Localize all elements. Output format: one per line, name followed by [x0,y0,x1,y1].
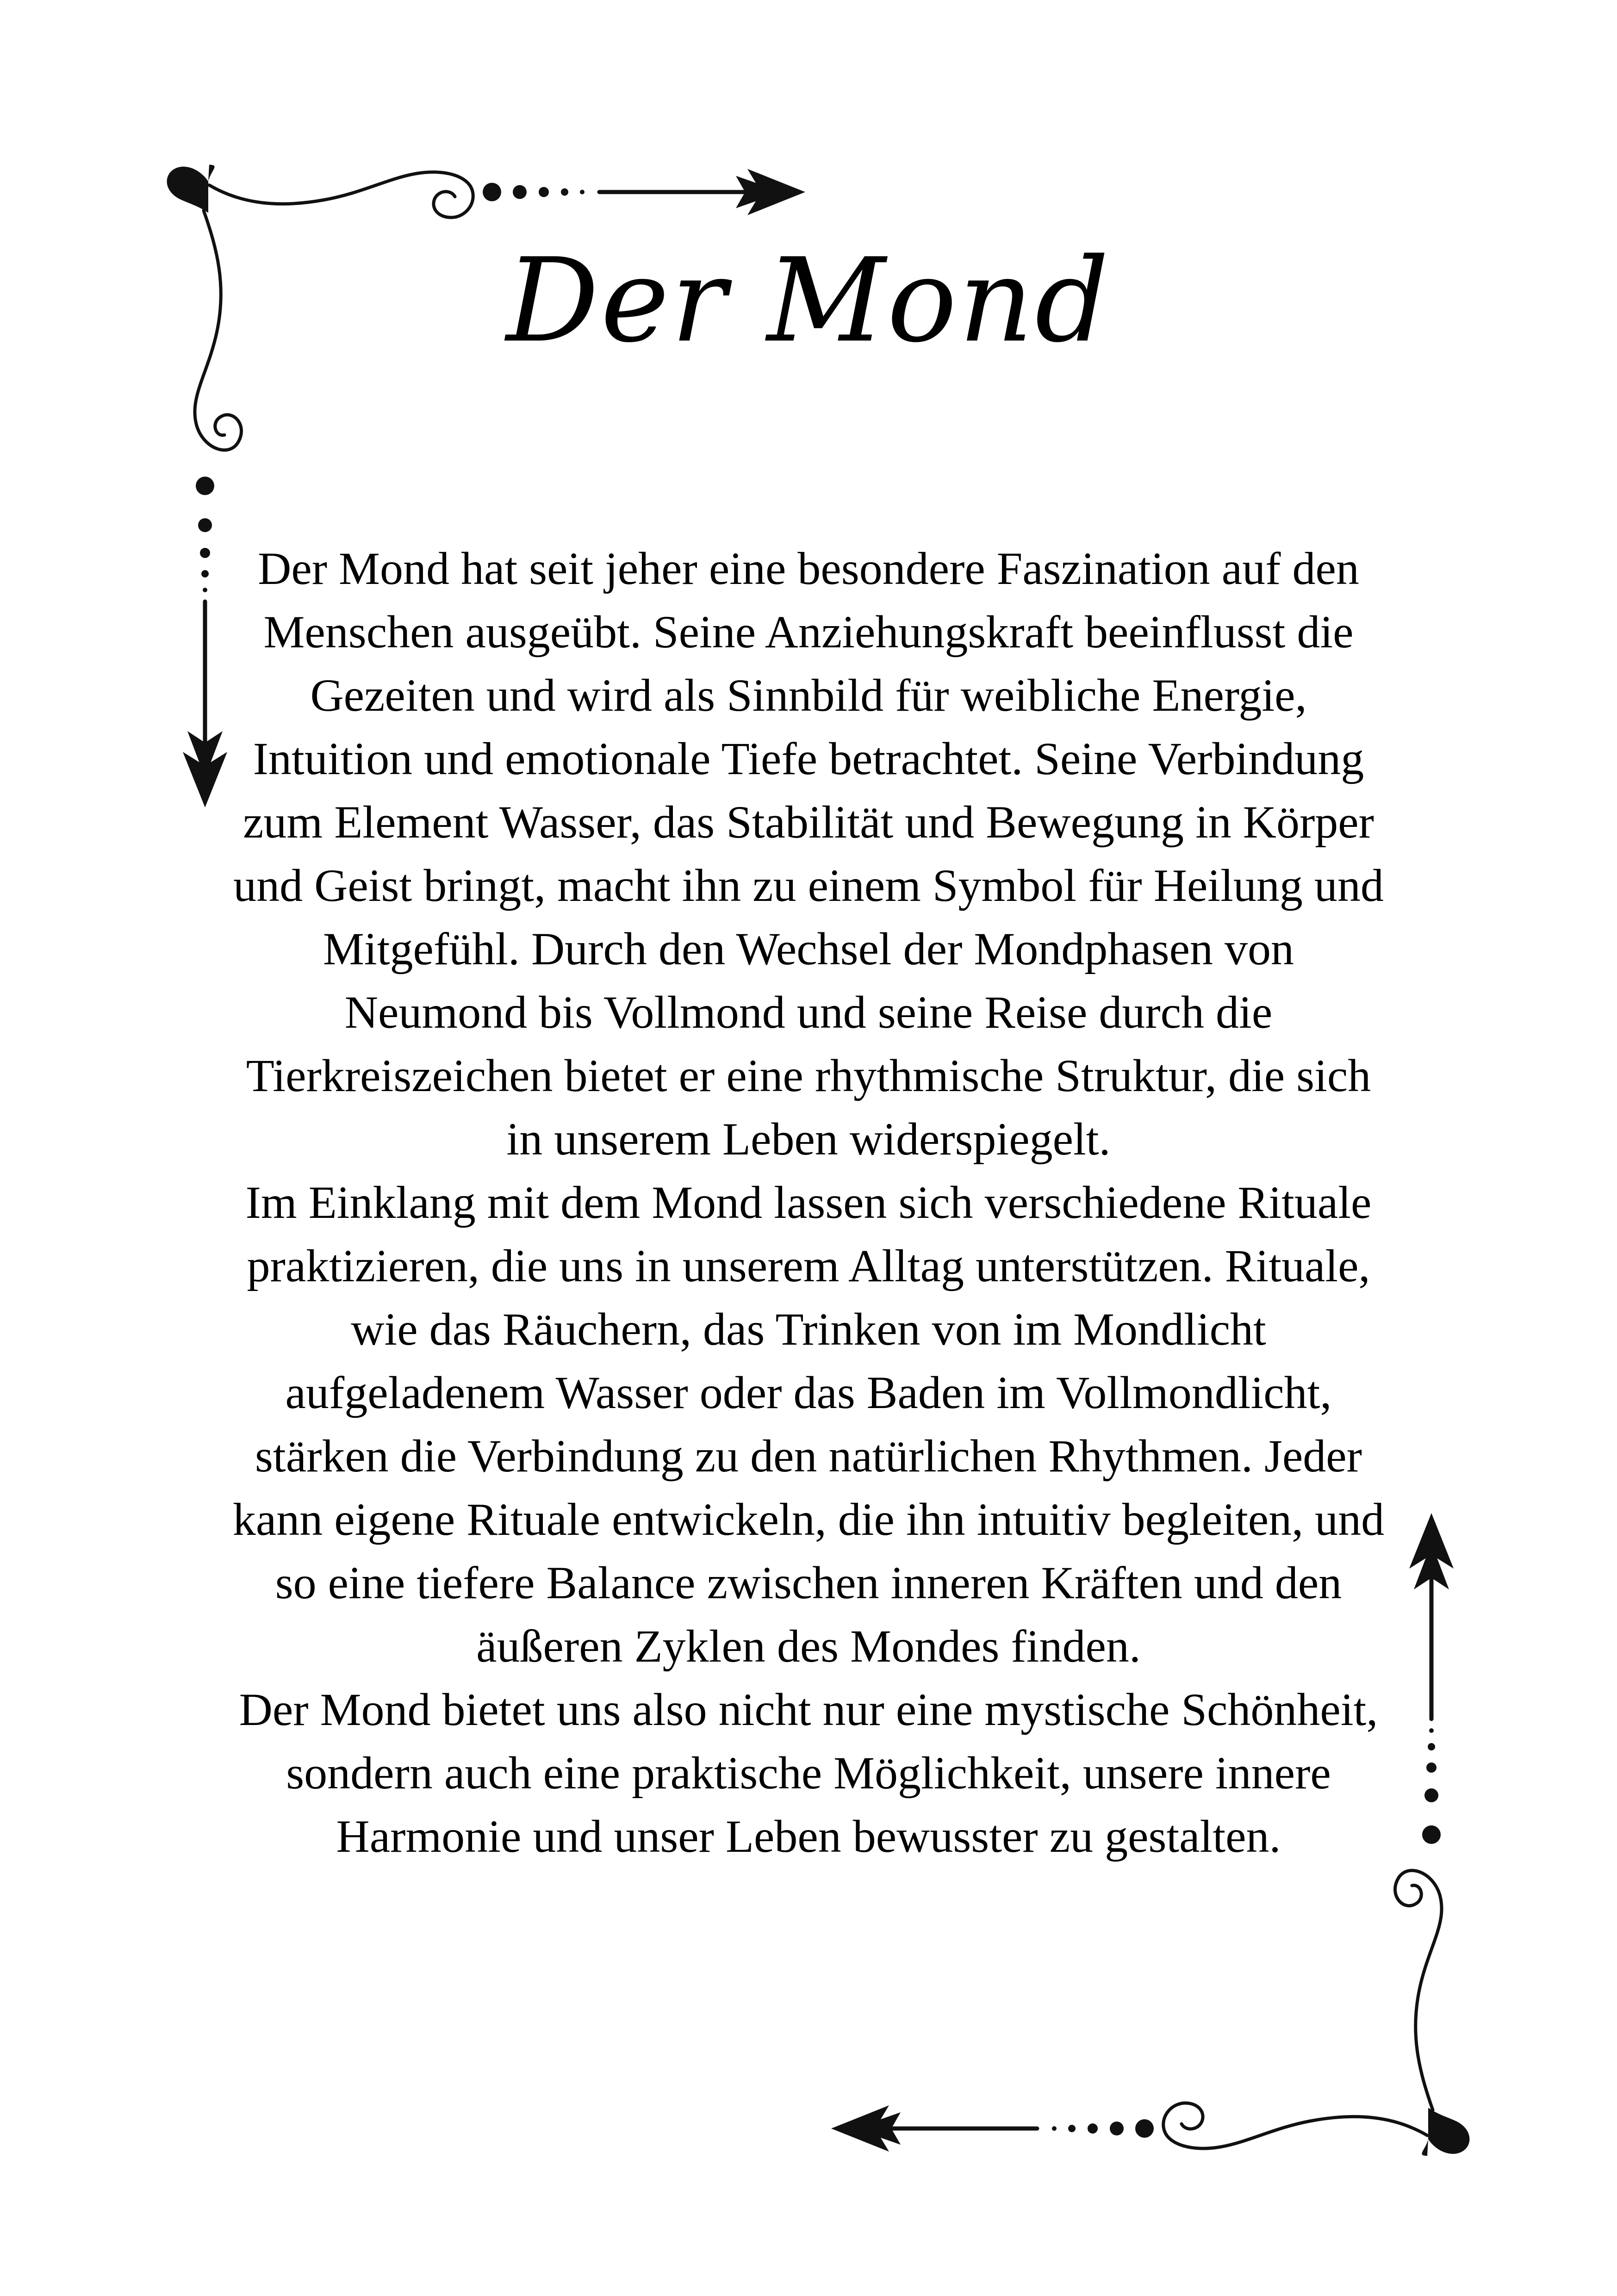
dot-icon [1428,1743,1435,1750]
paragraph-3: Der Mond bietet uns also nicht nur eine mystische Schönheit, sondern auch eine praktische Möglichkeit, unsere innere Harmonie und unser Leben bewusster zu gestalten. [239,1684,1378,1862]
dot-icon [1088,2123,1098,2134]
page-title: Der Mond [506,233,1111,368]
paragraph-1: Der Mond hat seit jeher eine besondere Faszination auf den Menschen ausgeübt. Seine Anziehungskraft beeinflusst die Gezeiten und wird als Sinnbild für weibliche Energie, Intuition und emotionale Tiefe betrachtet. Seine Verbindung zum Element Wasser, das Stabilität und Bewegung in Körper und Geist bringt, macht ihn zu einem Symbol für Heilung und Mitgefühl. Durch den Wechsel der Mondphasen von Neumond bis Vollmond und seine Reise durch die Tierkreiszeichen bietet er eine rhythmische Struktur, die sich in unserem Leben widerspiegelt. [233,543,1384,1165]
dot-icon [539,187,549,197]
heart-icon [1428,2108,1469,2154]
dot-icon [1068,2125,1076,2132]
dot-icon [561,188,568,196]
dot-icon [200,548,210,558]
dot-icon [580,190,585,194]
dot-icon [1110,2122,1124,2135]
dot-icon [1422,1825,1441,1844]
dot-icon [201,570,209,577]
dot-icon [1429,1728,1434,1733]
heart-icon [167,167,208,213]
body-text [231,537,1386,1868]
dot-icon [196,477,214,495]
paragraph-2: Im Einklang mit dem Mond lassen sich verschiedene Rituale praktizieren, die uns in unserem Alltag unterstützen. Rituale, wie das Räuchern, das Trinken von im Mondlicht aufgeladenem Wasser oder das Baden im Vollmondlicht, stärken die Verbindung zu den natürlichen Rhythmen. Jeder kann eigene Rituale entwickeln, die ihn intuitiv begleiten, und so eine tiefere Balance zwischen inneren Kräften und den äußeren Zyklen des Mondes finden. [232,1177,1385,1672]
dot-icon [1426,1762,1437,1773]
dot-icon [1052,2126,1057,2131]
dot-icon [513,185,527,199]
dot-icon [198,518,212,532]
dot-icon [1424,1788,1438,1802]
dot-icon [1135,2119,1154,2138]
dot-icon [203,588,207,592]
dot-icon [483,183,501,201]
